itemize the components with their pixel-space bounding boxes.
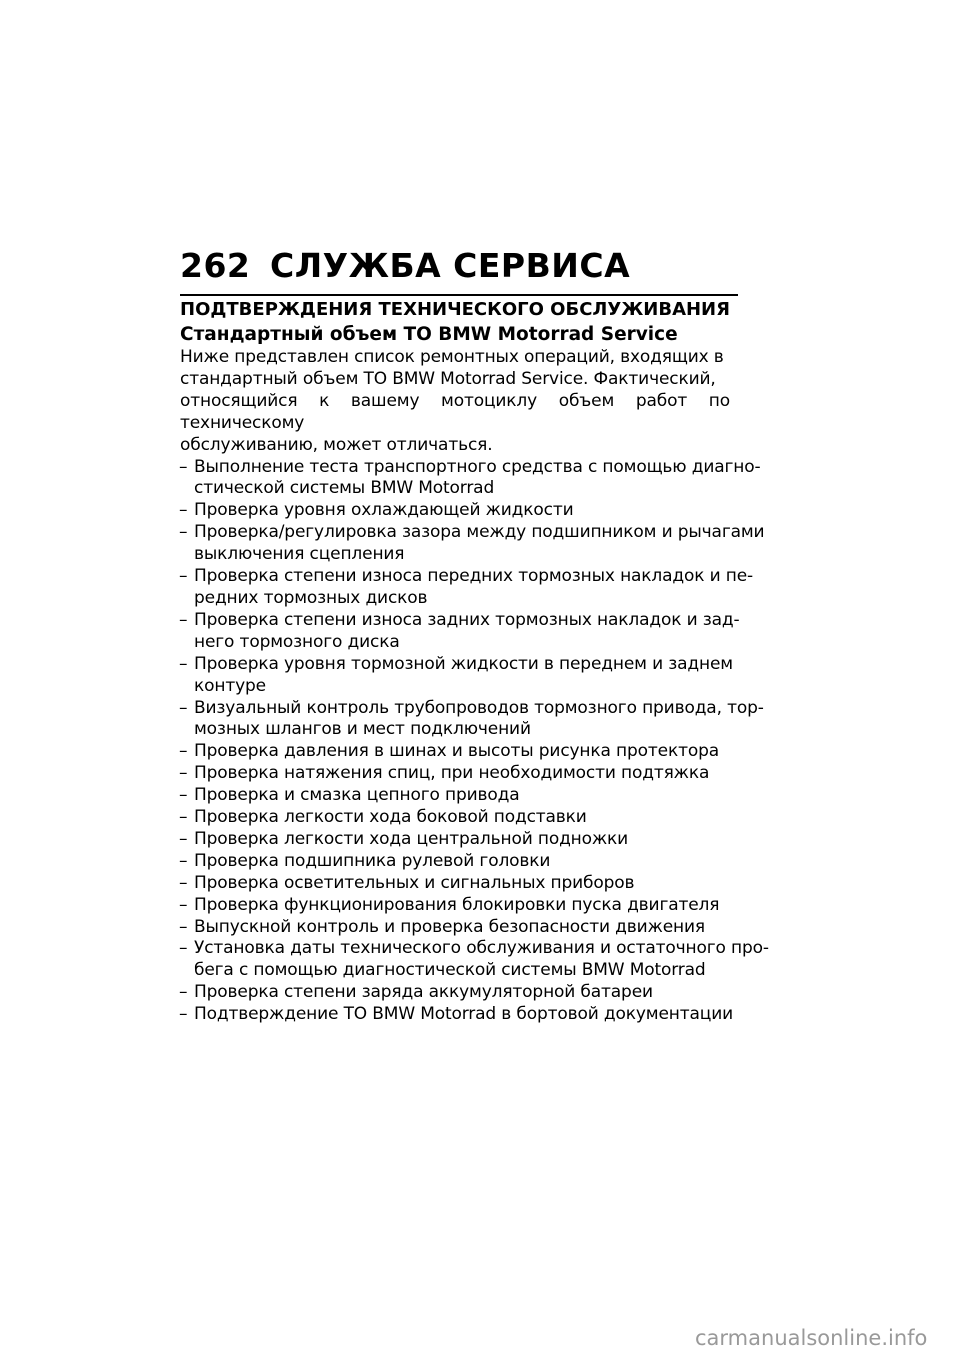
checklist-item (179, 938, 769, 982)
checklist-item (180, 763, 730, 785)
checklist-item (180, 895, 730, 917)
intro-line: Ниже представлен список ремонтных операций, входящих в (180, 347, 724, 367)
watermark: carmanualsonline.info (695, 1326, 928, 1350)
checklist-item (180, 741, 730, 763)
page-number: 262 (180, 245, 251, 285)
bullet-dash: – (179, 807, 188, 828)
bullet-dash: – (179, 1004, 188, 1025)
checklist-item-text: Установка даты технического обслуживания и остаточного про- (194, 938, 769, 959)
checklist-item (179, 1004, 733, 1026)
checklist-item (180, 982, 730, 1004)
page-heading (180, 240, 740, 290)
checklist-item-text: Проверка уровня тормозной жидкости в переднем и заднем (194, 653, 733, 674)
checklist-item-text: Визуальный контроль трубопроводов тормозного привода, тор- (194, 697, 764, 718)
checklist-item-text: редних тормозных дисков (194, 587, 428, 608)
checklist-item-text: Проверка легкости хода боковой подставки (194, 807, 587, 828)
checklist-item-text: Проверка степени заряда аккумуляторной батареи (194, 982, 653, 1003)
bullet-dash: – (179, 609, 188, 630)
checklist-item (180, 917, 730, 939)
bullet-dash: – (179, 982, 188, 1003)
intro-line: обслуживанию, может отличаться. (180, 434, 493, 455)
checklist-item-text: Проверка давления в шинах и высоты рисунка протектора (194, 741, 719, 762)
checklist-item (179, 456, 761, 501)
checklist-item (180, 829, 730, 851)
checklist-item-text: Проверка подшипника рулевой головки (194, 850, 551, 871)
chapter-title: СЛУЖБА СЕРВИСА (270, 245, 631, 285)
checklist-item-text: мозных шлангов и мест подключений (194, 719, 531, 740)
bullet-dash: – (179, 566, 188, 587)
checklist-item (179, 522, 765, 566)
checklist-item (180, 785, 730, 807)
checklist-item (179, 697, 764, 742)
checklist-item-text: Выпускной контроль и проверка безопасности движения (194, 916, 705, 937)
checklist-item-text: него тормозного диска (194, 631, 400, 652)
checklist-item-text: Проверка степени износа передних тормозных накладок и пе- (194, 566, 754, 587)
intro-line: относящийся к вашему мотоциклу объем работ по техническому (180, 390, 730, 433)
intro-line: стандартный объем ТО BMW Motorrad Service. Фактический, (180, 368, 716, 389)
checklist-item-text: Проверка/регулировка зазора между подшипником и рычагами (194, 522, 765, 543)
bullet-dash: – (179, 916, 188, 937)
bullet-dash: – (179, 741, 188, 762)
checklist-item-text: стической системы BMW Motorrad (194, 478, 495, 499)
bullet-dash: – (179, 653, 188, 674)
checklist-item-text: Проверка степени износа задних тормозных накладок и зад- (194, 609, 740, 630)
checklist-item (180, 807, 730, 829)
checklist-item (180, 873, 730, 895)
checklist-item-text: Проверка уровня охлаждающей жидкости (194, 500, 574, 521)
bullet-dash: – (179, 938, 188, 959)
checklist-item-text: Проверка функционирования блокировки пуска двигателя (194, 894, 720, 915)
bullet-dash: – (179, 697, 188, 718)
content-body (179, 347, 769, 1026)
maintenance-checklist (179, 456, 769, 1027)
checklist-item (180, 500, 730, 522)
checklist-item-text: контуре (194, 675, 266, 696)
bullet-dash: – (179, 456, 188, 477)
section-title: ПОДТВЕРЖДЕНИЯ ТЕХНИЧЕСКОГО ОБСЛУЖИВАНИЯ (180, 299, 730, 320)
bullet-dash: – (179, 522, 188, 543)
bullet-dash: – (179, 828, 188, 849)
checklist-item (179, 653, 733, 698)
checklist-item (179, 609, 740, 654)
checklist-item-text: Подтверждение ТО BMW Motorrad в бортовой документации (194, 1004, 733, 1025)
checklist-item-text: Проверка и смазка цепного привода (194, 785, 520, 806)
bullet-dash: – (179, 500, 188, 521)
checklist-item (179, 566, 754, 610)
bullet-dash: – (179, 850, 188, 871)
checklist-item-text: бега с помощью диагностической системы BMW Motorrad (194, 960, 706, 981)
checklist-item-text: Выполнение теста транспортного средства с помощью диагно- (194, 456, 761, 477)
checklist-item-text: Проверка легкости хода центральной подножки (194, 828, 629, 849)
bullet-dash: – (179, 872, 188, 893)
bullet-dash: – (179, 785, 188, 806)
checklist-item-text: Проверка натяжения спиц, при необходимости подтяжка (194, 763, 710, 784)
checklist-item-text: Проверка осветительных и сигнальных приборов (194, 872, 635, 893)
bullet-dash: – (179, 894, 188, 915)
checklist-item-text: выключения сцепления (194, 544, 405, 565)
heading-divider (180, 294, 738, 296)
bullet-dash: – (179, 763, 188, 784)
intro-paragraph (180, 347, 730, 457)
subsection-title: Стандартный объем ТО BMW Motorrad Service (180, 324, 678, 345)
checklist-item (180, 851, 730, 873)
